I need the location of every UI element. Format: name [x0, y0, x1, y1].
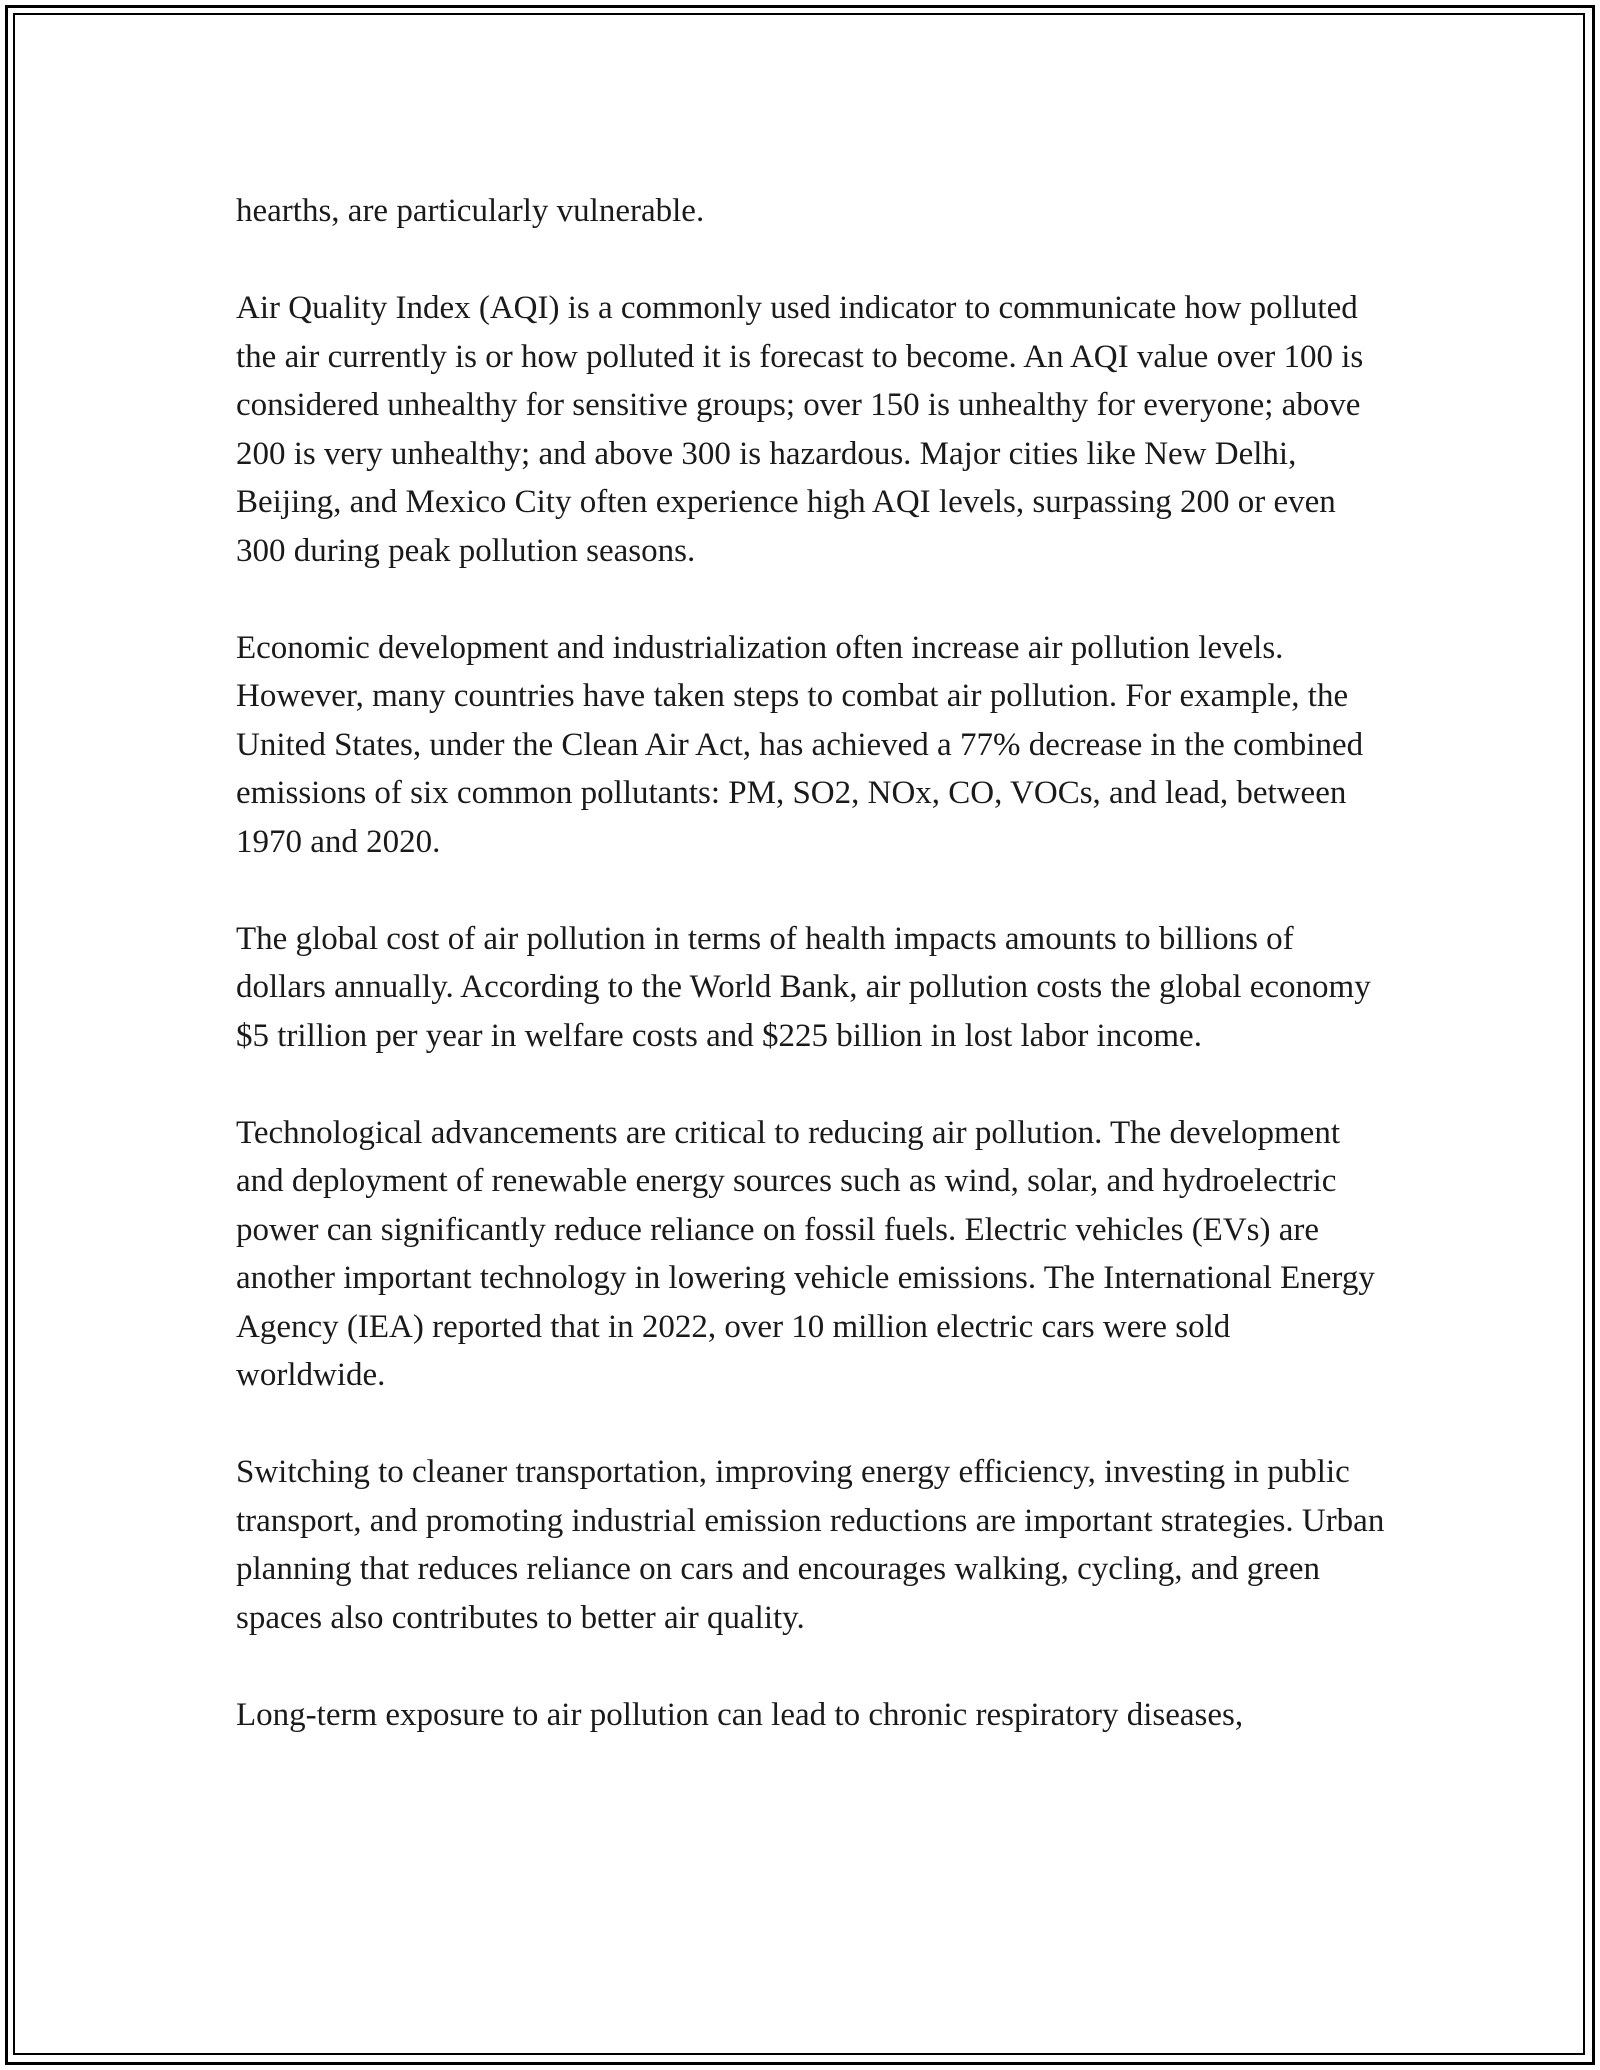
paragraph-aqi: Air Quality Index (AQI) is a commonly used indicator to communicate how polluted the air currently is or how polluted it is forecast to become. An AQI value over 100 is considered unhealthy for sensitive groups; over 150 is unhealthy for everyone; above 200 is very unhealthy; and above 300 is hazardous. Major cities like New Delhi, Beijing, and Mexico City often experience high AQI levels, surpassing 200 or even 300 during peak pollution seasons.: [236, 290, 1364, 569]
paragraph-economic-development: Economic development and industrialization often increase air pollution levels. However, many countries have taken steps to combat air pollution. For example, the United States, under the Clean Air Act, has achieved a 77% decrease in the combined emissions of six common pollutants: PM, SO2, NOx, CO, VOCs, and lead, between 1970 and 2020.: [236, 629, 1364, 860]
paragraph-strategies: Switching to cleaner transportation, improving energy efficiency, investing in public transport, and promoting industrial emission reductions are important strategies. Urban planning that reduces reliance on cars and encourages walking, cycling, and green spaces also contributes to better air quality.: [236, 1454, 1385, 1636]
paragraph-long-term-exposure: Long-term exposure to air pollution can lead to chronic respiratory diseases,: [236, 1696, 1244, 1733]
paragraph-technology: Technological advancements are critical to reducing air pollution. The development and deployment of renewable energy sources such as wind, solar, and hydroelectric power can significantly reduce reliance on fossil fuels. Electric vehicles (EVs) are another important technology in lowering vehicle emissions. The International Energy Agency (IEA) reported that in 2022, over 10 million electric cars were sold worldwide.: [236, 1114, 1375, 1393]
paragraph-global-cost: The global cost of air pollution in terms of health impacts amounts to billions of dollars annually. According to the World Bank, air pollution costs the global economy $5 trillion per year in welfare costs and $225 billion in lost labor income.: [236, 920, 1371, 1054]
document-body: [236, 187, 1386, 1739]
paragraph-continuation: hearths, are particularly vulnerable.: [236, 193, 705, 229]
